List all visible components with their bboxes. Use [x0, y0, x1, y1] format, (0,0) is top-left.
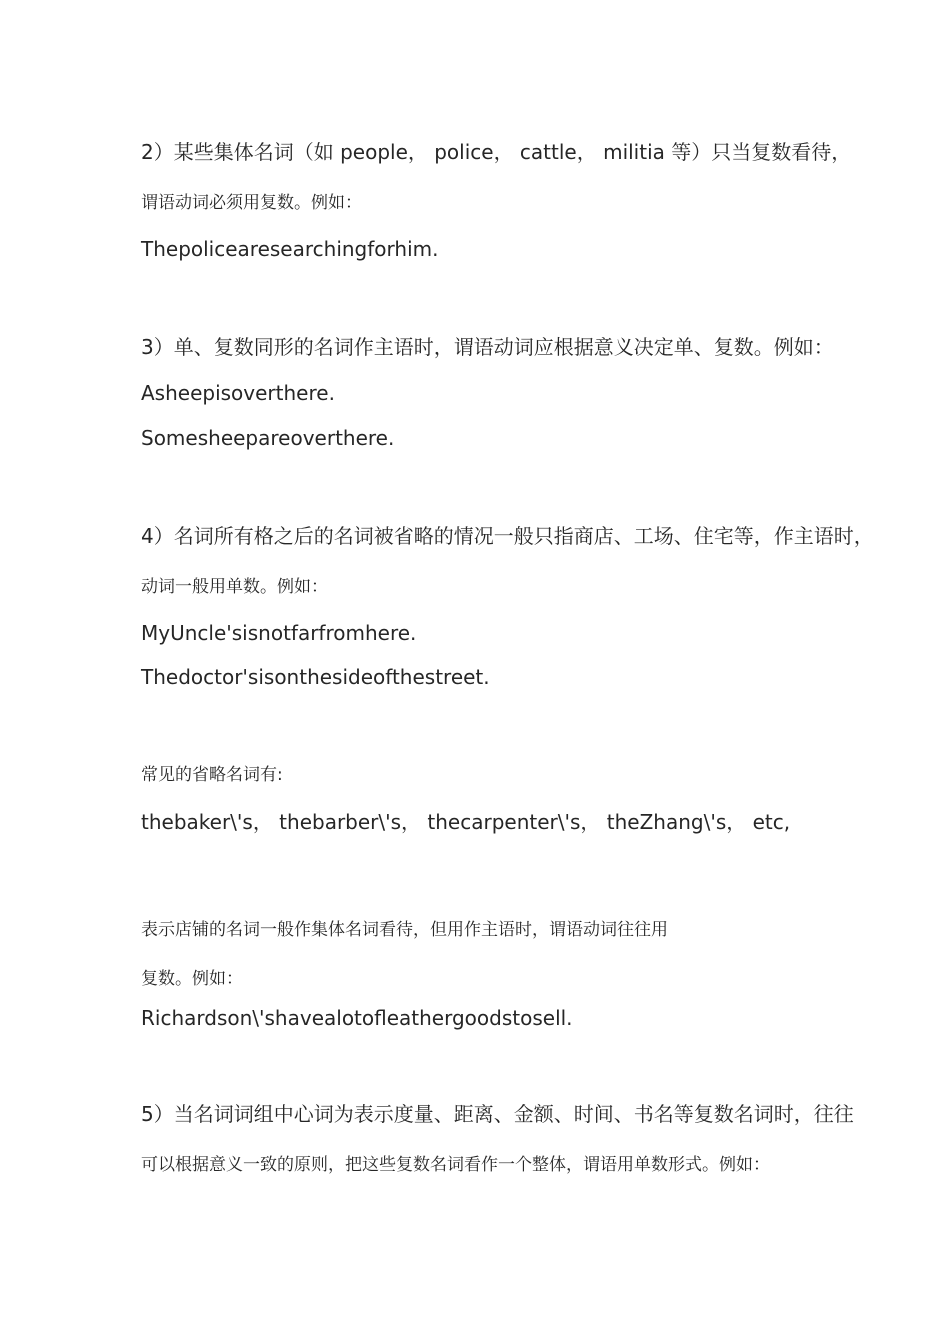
example-sentence-sheep-singular: Asheepisoverthere. — [141, 381, 335, 405]
omitted-nouns-examples: thebaker\'s， thebarber\'s， thecarpenter\'s， theZhang\'s， etc, — [141, 810, 791, 834]
example-sentence-sheep-plural: Somesheepareoverthere. — [141, 426, 395, 450]
example-sentence-police: Thepolicearesearchingforhim. — [141, 237, 439, 261]
rule-5-line-2: 可以根据意义一致的原则，把这些复数名词看作一个整体，谓语用单数形式。例如： — [141, 1155, 770, 1175]
rule-4-line-1: 4）名词所有格之后的名词被省略的情况一般只指商店、工场、住宅等，作主语时， — [141, 524, 874, 548]
rule-2-line-2: 谓语动词必须用复数。例如： — [141, 193, 362, 213]
rule-5-line-1: 5）当名词词组中心词为表示度量、距离、金额、时间、书名等复数名词时，往往 — [141, 1102, 854, 1126]
example-sentence-richardson: Richardson\'shavealotofleathergoodstosell. — [141, 1006, 573, 1030]
rule-2-line-1: 2）某些集体名词（如 people， police， cattle， militia 等）只当复数看待， — [141, 140, 852, 164]
shop-nouns-line-2: 复数。例如： — [141, 969, 243, 989]
rule-3-line-1: 3）单、复数同形的名词作主语时，谓语动词应根据意义决定单、复数。例如： — [141, 335, 834, 359]
example-sentence-uncle: MyUncle'sisnotfarfromhere. — [141, 621, 417, 645]
rule-4-line-2: 动词一般用单数。例如： — [141, 577, 328, 597]
omitted-nouns-heading: 常见的省略名词有: — [141, 765, 283, 785]
shop-nouns-line-1: 表示店铺的名词一般作集体名词看待，但用作主语时，谓语动词往往用 — [141, 920, 668, 940]
example-sentence-doctor: Thedoctor'sisonthesideofthestreet. — [141, 665, 490, 689]
